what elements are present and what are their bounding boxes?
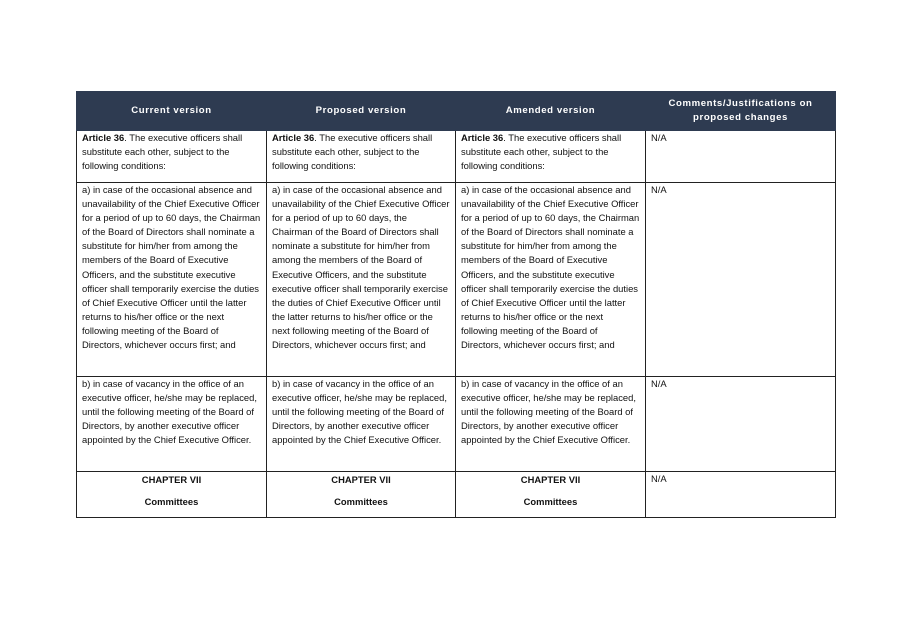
amended-version-cell <box>456 183 646 377</box>
current-version-cell <box>77 131 267 183</box>
proposed-version-cell <box>267 377 456 472</box>
clause-text: b) in case of vacancy in the office of an executive officer, he/she may be replaced, until the following meeting of the Board of Directors, by another executive officer appointed by the Chief Executive Officer. <box>272 378 447 446</box>
article-text: . The executive officers shall substitute each other, subject to the following conditions: <box>461 132 622 172</box>
header-current-version: Current version <box>77 92 267 131</box>
table-header-row <box>77 92 836 131</box>
chapter-title: Committees <box>144 496 199 508</box>
chapter-title: Committees <box>334 496 388 508</box>
table-row <box>77 131 836 183</box>
header-proposed-version: Proposed version <box>267 92 456 131</box>
proposed-version-cell <box>267 183 456 377</box>
table-row <box>77 377 836 472</box>
current-version-cell <box>77 377 267 472</box>
comment-cell <box>646 131 836 183</box>
table-row <box>77 183 836 377</box>
comment-text: N/A <box>651 473 667 484</box>
clause-text: b) in case of vacancy in the office of an executive officer, he/she may be replaced, until the following meeting of the Board of Directors, by another executive officer appointed by the Chief Executive Officer. <box>461 378 636 446</box>
article-number: Article 36 <box>272 132 315 143</box>
proposed-version-cell <box>267 472 456 518</box>
clause-text: a) in case of the occasional absence and unavailability of the Chief Executive Officer for a period of up to 60 days, the Chairman of the Board of Directors shall nominate a substitute for him/her from among the members of the Board of Executive Officers, and the substitute executive officer shall temporarily exercise the duties of Chief Executive Officer until the latter returns to his/her office or the next following meeting of the Board of Directors, whichever occurs first; and <box>272 184 450 351</box>
current-version-cell <box>77 183 267 377</box>
article-text: . The executive officers shall substitute each other, subject to the following conditions: <box>82 132 243 172</box>
comment-cell <box>646 377 836 472</box>
chapter-heading: CHAPTER VII <box>141 474 202 485</box>
table-row <box>77 472 836 518</box>
comment-text: N/A <box>651 378 667 389</box>
chapter-heading: CHAPTER VII <box>520 474 581 485</box>
comment-cell <box>646 472 836 518</box>
clause-text: b) in case of vacancy in the office of an executive officer, he/she may be replaced, until the following meeting of the Board of Directors, by another executive officer appointed by the Chief Executive Officer. <box>82 378 257 446</box>
amended-version-cell <box>456 131 646 183</box>
article-number: Article 36 <box>82 132 125 143</box>
header-comments-justifications: Comments/Justifications on proposed changes <box>646 92 836 131</box>
comment-text: N/A <box>651 132 667 143</box>
article-number: Article 36 <box>461 132 504 143</box>
amended-version-cell <box>456 377 646 472</box>
clause-text: a) in case of the occasional absence and unavailability of the Chief Executive Officer for a period of up to 60 days, the Chairman of the Board of Directors shall nominate a substitute for him/her from among the members of the Board of Executive Officers, and the substitute executive officer shall temporarily exercise the duties of Chief Executive Officer until the latter returns to his/her office or the next following meeting of the Board of Directors, whichever occurs first; and <box>82 184 261 351</box>
clause-text: a) in case of the occasional absence and unavailability of the Chief Executive Officer for a period of up to 60 days, the Chairman of the Board of Directors shall nominate a substitute for him/her from among the members of the Board of Executive Officers, and the substitute executive officer shall temporarily exercise the duties of Chief Executive Officer until the latter returns to his/her office or the next following meeting of the Board of Directors, whichever occurs first; and <box>461 184 640 351</box>
proposed-version-cell <box>267 131 456 183</box>
header-amended-version: Amended version <box>456 92 646 131</box>
comment-cell <box>646 183 836 377</box>
chapter-title: Committees <box>523 496 578 508</box>
amended-version-cell <box>456 472 646 518</box>
article-text: . The executive officers shall substitute each other, subject to the following conditions: <box>272 132 433 172</box>
amendment-comparison-table <box>76 91 836 518</box>
chapter-heading: CHAPTER VII <box>331 474 391 485</box>
comment-text: N/A <box>651 184 667 195</box>
current-version-cell <box>77 472 267 518</box>
